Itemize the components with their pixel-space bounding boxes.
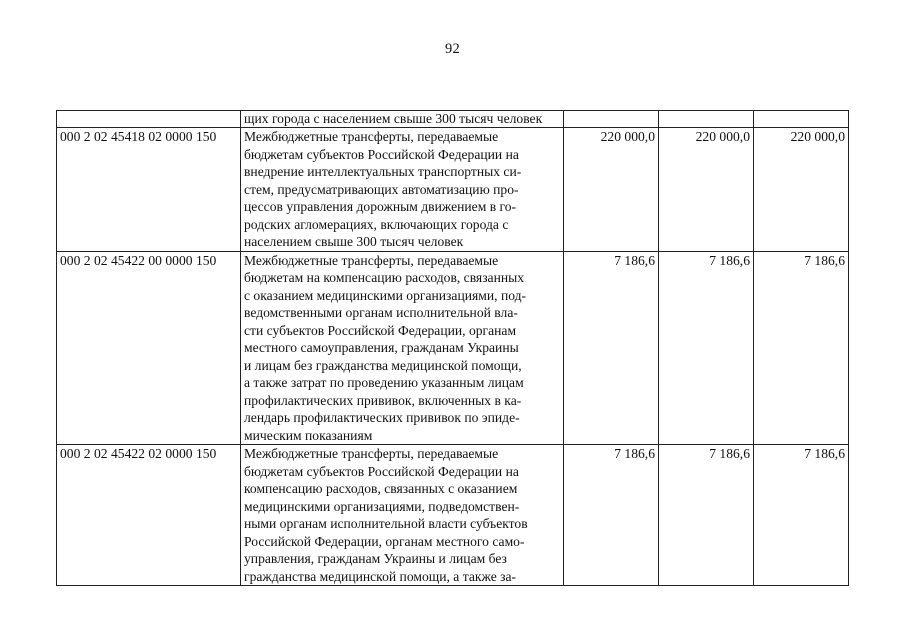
description-line: а также затрат по проведению указанным лицам xyxy=(244,375,524,390)
description-line: Межбюджетные трансферты, передаваемые xyxy=(244,252,499,268)
description-line: Межбюджетные трансферты, передаваемые xyxy=(244,129,499,144)
table-row xyxy=(57,128,849,252)
table-row xyxy=(57,251,849,445)
budget-code-cell xyxy=(57,111,241,128)
description-line: щих города с населением свыше 300 тысяч человек xyxy=(244,111,543,126)
description-line: гражданства медицинской помощи, а также за- xyxy=(244,568,517,584)
table-row xyxy=(57,111,849,128)
description-line: местного самоуправления, гражданам Украины xyxy=(244,340,519,355)
amount-cell-year-3 xyxy=(754,111,849,128)
description-line: населением свыше 300 тысяч человек xyxy=(244,234,464,249)
description-line: ными органам исполнительной власти субъектов xyxy=(244,516,528,531)
amount-cell-year-3: 7 186,6 xyxy=(754,251,849,445)
amount-cell-year-3: 220 000,0 xyxy=(754,128,849,252)
amount-cell-year-1 xyxy=(564,111,659,128)
budget-code-cell: 000 2 02 45422 00 0000 150 xyxy=(57,251,241,445)
description-line: Межбюджетные трансферты, передаваемые xyxy=(244,446,499,461)
description-line: внедрение интеллектуальных транспортных си- xyxy=(244,164,522,179)
description-line: бюджетам субъектов Российской Федерации на xyxy=(244,146,519,162)
description-line: мическим показаниям xyxy=(244,427,373,443)
budget-code-cell: 000 2 02 45418 02 0000 150 xyxy=(57,128,241,252)
amount-cell-year-3: 7 186,6 xyxy=(754,445,849,586)
amount-cell-year-1: 220 000,0 xyxy=(564,128,659,252)
description-line: ведомственными органам исполнительной вла- xyxy=(244,305,518,320)
description-line: с оказанием медицинскими организациями, под- xyxy=(244,287,527,303)
description-line: бюджетам субъектов Российской Федерации на xyxy=(244,463,519,479)
amount-cell-year-1: 7 186,6 xyxy=(564,445,659,586)
description-line: и лицам без гражданства медицинской помощи, xyxy=(244,357,522,373)
description-cell xyxy=(241,111,564,128)
amount-cell-year-2 xyxy=(659,111,754,128)
table-row xyxy=(57,445,849,586)
description-cell xyxy=(241,445,564,586)
amount-cell-year-2: 220 000,0 xyxy=(659,128,754,252)
amount-cell-year-1: 7 186,6 xyxy=(564,251,659,445)
budget-code-cell: 000 2 02 45422 02 0000 150 xyxy=(57,445,241,586)
description-cell xyxy=(241,128,564,252)
description-line: сти субъектов Российской Федерации, органам xyxy=(244,322,517,338)
description-line: управления, гражданам Украины и лицам без xyxy=(244,551,507,566)
description-line: лендарь профилактических прививок по эпиде- xyxy=(244,410,520,425)
description-line: медицинскими организациями, подведомствен- xyxy=(244,498,520,514)
description-cell xyxy=(241,251,564,445)
budget-table-body xyxy=(57,111,849,586)
budget-table xyxy=(56,110,849,586)
description-line: профилактических прививок, включенных в ка- xyxy=(244,392,522,408)
description-line: бюджетам на компенсацию расходов, связанных xyxy=(244,270,525,285)
description-line: Российской Федерации, органам местного само- xyxy=(244,533,525,549)
amount-cell-year-2: 7 186,6 xyxy=(659,251,754,445)
description-line: родских агломерациях, включающих города с xyxy=(244,216,509,232)
description-line: цессов управления дорожным движением в го- xyxy=(244,199,517,214)
amount-cell-year-2: 7 186,6 xyxy=(659,445,754,586)
description-line: компенсацию расходов, связанных с оказанием xyxy=(244,481,518,496)
page-number: 92 xyxy=(444,41,461,57)
description-line: стем, предусматривающих автоматизацию про- xyxy=(244,181,519,197)
